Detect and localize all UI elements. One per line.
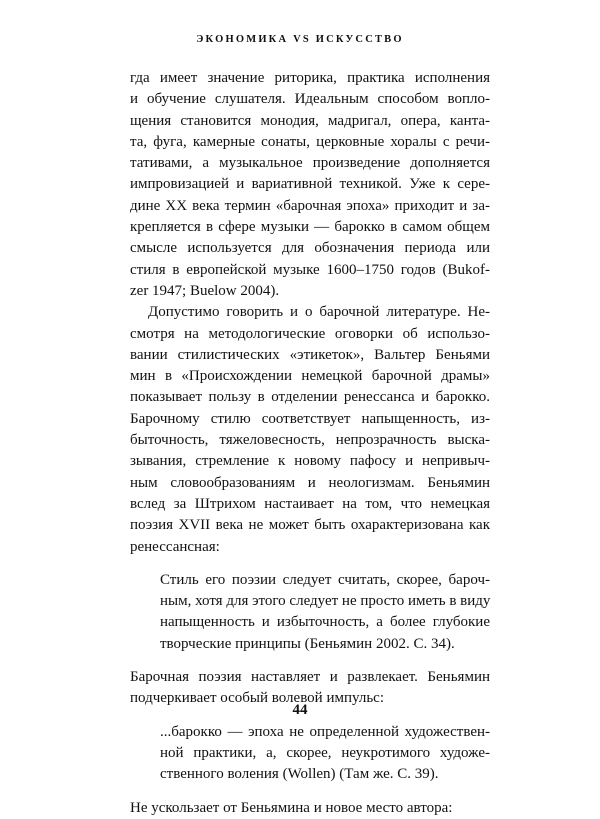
text-line: Допустимо говорить и о барочной литературе. Не- [148, 304, 490, 321]
paragraph-1 [130, 68, 490, 302]
text-line: смотря на методологические оговорки об использо- [130, 325, 490, 342]
spacer [130, 655, 490, 667]
text-line: поэзия XVII века не может быть охарактеризована как [130, 517, 490, 534]
text-line: смысле используется для обозначения периода или [130, 240, 490, 257]
text-line: zer 1947; Buelow 2004). [130, 282, 280, 299]
block-quote-2 [130, 722, 490, 786]
quote-line: ...барокко — эпоха не определенной художествен- [160, 723, 490, 740]
spacer [130, 558, 490, 570]
text-line: и обучение слушателя. Идеальным способом вопло- [130, 91, 490, 108]
text-line: импровизацией и вариативной техникой. Уже к сере- [130, 176, 490, 193]
text-line: стиля в европейской музыке 1600–1750 годов (Bukof- [130, 261, 490, 278]
text-line: дине XX века термин «барочная эпоха» приходит и за- [130, 197, 490, 214]
text-line: показывает пользу в отделении ренессанса и барокко. [130, 389, 490, 406]
text-line: подчеркивает особый волевой импульс: [130, 690, 384, 707]
paragraph-4 [130, 798, 490, 819]
text-line: зывания, стремление к новому пафосу и непривыч- [130, 453, 490, 470]
text-line: гда имеет значение риторика, практика исполнения [130, 70, 490, 86]
page-number: 44 [292, 702, 308, 718]
text-line: та, фуга, камерные сонаты, церковные хоралы с речи- [130, 133, 490, 150]
quote-line: ственного воления (Wollen) (Там же. С. 39). [160, 766, 439, 783]
text-line: крепляется в сфере музыки — барокко в самом общем [130, 219, 490, 236]
text-line: вслед за Штрихом настаивает на том, что немецкая [130, 495, 490, 512]
running-head: ЭКОНОМИКА VS ИСКУССТВО [196, 34, 404, 45]
text-line: Не ускользает от Беньямина и новое место автора: [130, 799, 453, 816]
quote-line: творческие принципы (Беньямин 2002. С. 34). [160, 635, 455, 652]
text-line: быточность, тяжеловесность, непрозрачность выска- [130, 432, 490, 449]
text-line: Барочная поэзия наставляет и развлекает. Беньямин [130, 669, 490, 686]
text-line: ным словообразованиям и неологизмам. Беньямин [130, 474, 490, 491]
text-line: вании стилистических «этикеток», Вальтер Беньями [130, 346, 490, 363]
spacer [130, 786, 490, 798]
text-line: тативами, а музыкальное произведение дополняется [130, 155, 490, 172]
quote-line: Стиль его поэзии следует считать, скорее, бароч- [160, 571, 490, 588]
text-line: ренессансная: [130, 538, 220, 555]
quote-line: напыщенность и избыточность, а более глубокие [160, 614, 490, 631]
paragraph-2 [130, 302, 490, 558]
quote-line: ным, хотя для этого следует не просто иметь в виду [160, 593, 491, 610]
text-line: Барочному стилю соответствует напыщенность, из- [130, 410, 490, 427]
block-quote-1 [130, 570, 490, 655]
text-line: щения становится монодия, мадригал, опера, канта- [130, 112, 490, 129]
quote-line: ной практики, а, скорее, неукротимого художе- [160, 744, 490, 761]
text-line: мин в «Происхождении немецкой барочной драмы» [130, 368, 490, 385]
